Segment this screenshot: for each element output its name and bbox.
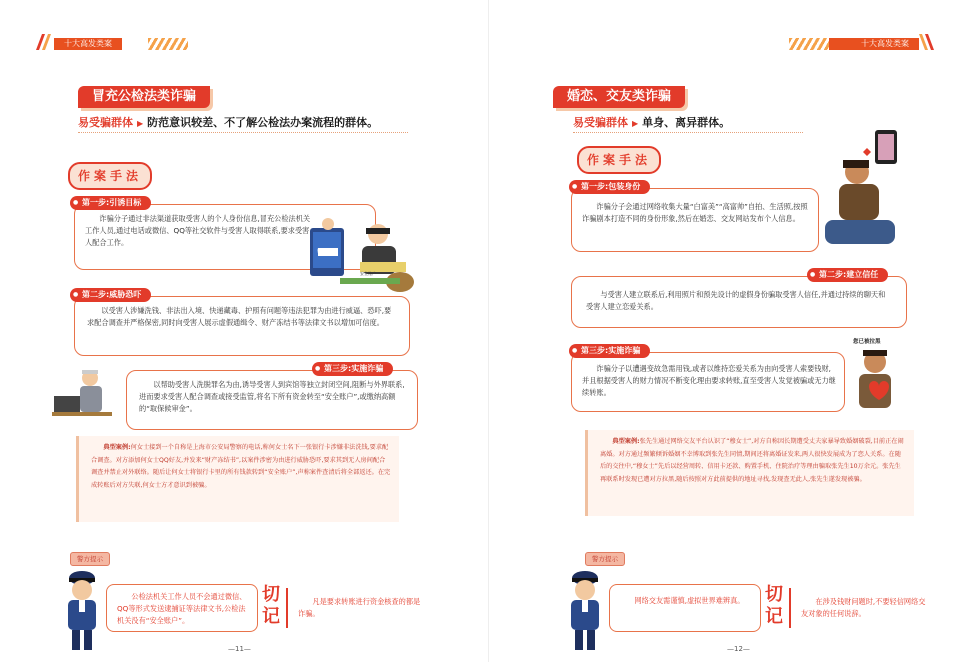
step-text-2: 与受害人建立联系后,利用照片和预先设计的虚假身份骗取受害人信任,并通过持续的聊天和受害人建立恋爱关系。	[586, 290, 886, 311]
step-text-1: 诈骗分子会通过网络收集大量“白富美”“高富帅”自拍、生活照,按照诈骗剧本打造不同的身份形象,然后在婚恋、交友网站发布个人信息。	[582, 202, 808, 223]
dotted-divider	[78, 132, 408, 133]
section-title: 婚恋、交友类诈骗	[553, 86, 685, 108]
case-text: 何女士接到一个自称是上海市公安局警察的电话,称何女士名下一张银行卡涉嫌非法洗钱,要求配合调查。对方添加何女士QQ好友,并发来“财产冻结书”,以案件涉密为由进行威胁恐吓,要求其到无人房间配合调查并禁止对外联络。随后让何女士将银行卡里的所有钱款转到“安全账户”,声称案件查清后将全部返还。在完成转账后对方失联,何女士方才意识到被骗。	[91, 444, 391, 489]
remember-bar	[286, 588, 288, 628]
step-label-1: ● 第一步:引诱目标	[70, 196, 151, 210]
case-text-wrap	[600, 436, 906, 486]
method-badge: 作案手法	[68, 162, 152, 190]
police-tip-tag: 警方提示	[585, 552, 625, 566]
step-box-1	[571, 188, 819, 252]
case-box	[76, 436, 399, 522]
page-number: —12—	[727, 645, 750, 653]
risk-text: 防范意识较差、不了解公检法办案流程的群体。	[147, 116, 379, 129]
phone-man-illustration	[815, 130, 909, 250]
police-officer-icon	[58, 568, 106, 654]
case-text: 张先生通过网络交友平台认识了“穆女士”,对方自称因长期遭受丈夫家暴导致婚姻破裂,目前正在闹离婚。对方通过频繁倾诉婚姻不幸博取到张先生同情,期间还将离婚证发来,两人很快发展成为了恋人关系。在随后的交往中,“穆女士”先后以经营周转、信用卡还款、购置手机、住院治疗等理由骗取张先生10万余元。张先生再联系时发现已遭对方拉黑,随后按照对方此前提供的地址寻找,发现查无此人,张先生遂发现被骗。	[600, 438, 904, 483]
header-tag: 十大高发类案	[54, 38, 122, 50]
remember-text: 凡是要求转账进行资金核查的都是诈骗。	[298, 597, 421, 618]
triangle-icon: ▶	[632, 119, 639, 128]
left-page	[0, 0, 488, 662]
step-text-3: 以帮助受害人洗脱罪名为由,诱导受害人到宾馆等独立封闭空间,阻断与外界联系,进而要求受害人配合调查或接受监管,将名下所有资金转至“安全账户”,或缴纳高额的“取保候审金”。	[139, 380, 405, 413]
police-officer-icon	[561, 568, 609, 654]
remember-text: 在涉及钱财问题时,不要轻信网络交友对象的任何说辞。	[801, 597, 926, 618]
method-badge: 作案手法	[577, 146, 661, 174]
tip-text: 网络交友需谨慎,虚拟世界难辨真。	[634, 596, 745, 605]
step-text-2: 以受害人涉嫌洗钱、非法出入境、快递藏毒、护照有问题等违法犯罪为由进行威逼、恐吓,要求配合调查并严格保密,同时向受害人展示虚假通缉令、财产冻结书等法律文书以增加可信度。	[87, 306, 392, 327]
illus-caption: 您已被拉黑	[853, 339, 881, 345]
step-box-3	[126, 370, 418, 430]
step-label-3: ● 第三步:实施诈骗	[569, 344, 650, 358]
illus-badge-2: 安全账户	[360, 271, 376, 276]
tip-text: 公检法机关工作人员不会通过微信、QQ等形式发送逮捕证等法律文书,公检法机关没有“安全账户”。	[117, 592, 247, 625]
risk-text: 单身、离异群体。	[642, 116, 731, 129]
risk-group-line	[78, 114, 378, 130]
remember-bar	[789, 588, 791, 628]
step-box-2	[74, 296, 410, 356]
illus-badge-1: 账户已冻结	[317, 248, 337, 253]
step-text-3: 诈骗分子以遭遇变故急需用钱,或者以维持恋爱关系为由向受害人索要钱财,并且根据受害人的财力情况不断变化理由要求转账,直至受害人发觉被骗或无力继续转账。	[582, 364, 836, 397]
header-stripes	[789, 38, 829, 50]
case-label: 典型案例:	[103, 444, 131, 451]
step-label-2: ● 第二步:建立信任	[807, 268, 888, 282]
header-tag: 十大高发类案	[829, 38, 919, 50]
case-box	[585, 430, 914, 516]
triangle-icon: ▶	[137, 119, 144, 128]
case-text-wrap	[91, 442, 391, 492]
tip-box	[609, 584, 761, 632]
remember-char-1: 切	[262, 584, 280, 605]
tip-box	[106, 584, 258, 632]
heartbroken-man-illustration	[845, 346, 905, 418]
risk-label: 易受骗群体	[78, 116, 133, 129]
step-box-3	[571, 352, 845, 412]
remember-char-2: 记	[765, 606, 783, 627]
remember-char-1: 切	[765, 584, 783, 605]
step-label-1: ● 第一步:包装身份	[569, 180, 650, 194]
risk-group-line	[573, 114, 730, 130]
remember-char-2: 记	[262, 606, 280, 627]
step-text-1: 诈骗分子通过非法渠道获取受害人的个人身份信息,冒充公检法机关工作人员,通过电话或微信、QQ等社交软件与受害人取得联系,要求受害人配合工作。	[85, 214, 311, 247]
step-label-3: ● 第三步:实施诈骗	[312, 362, 393, 376]
dotted-divider	[573, 132, 803, 133]
flag-icon	[34, 32, 54, 52]
right-page	[489, 0, 977, 662]
page-number: —11—	[228, 645, 251, 653]
police-tip-tag: 警方提示	[70, 552, 110, 566]
section-title: 冒充公检法类诈骗	[78, 86, 210, 108]
step-box-2	[571, 276, 907, 328]
elderly-computer-illustration	[50, 366, 122, 426]
header-stripes	[148, 38, 188, 50]
case-label: 典型案例:	[612, 438, 640, 445]
flag-icon	[919, 32, 939, 52]
risk-label: 易受骗群体	[573, 116, 628, 129]
thief-illustration	[300, 218, 420, 298]
step-label-2: ● 第二步:威胁恐吓	[70, 288, 151, 302]
